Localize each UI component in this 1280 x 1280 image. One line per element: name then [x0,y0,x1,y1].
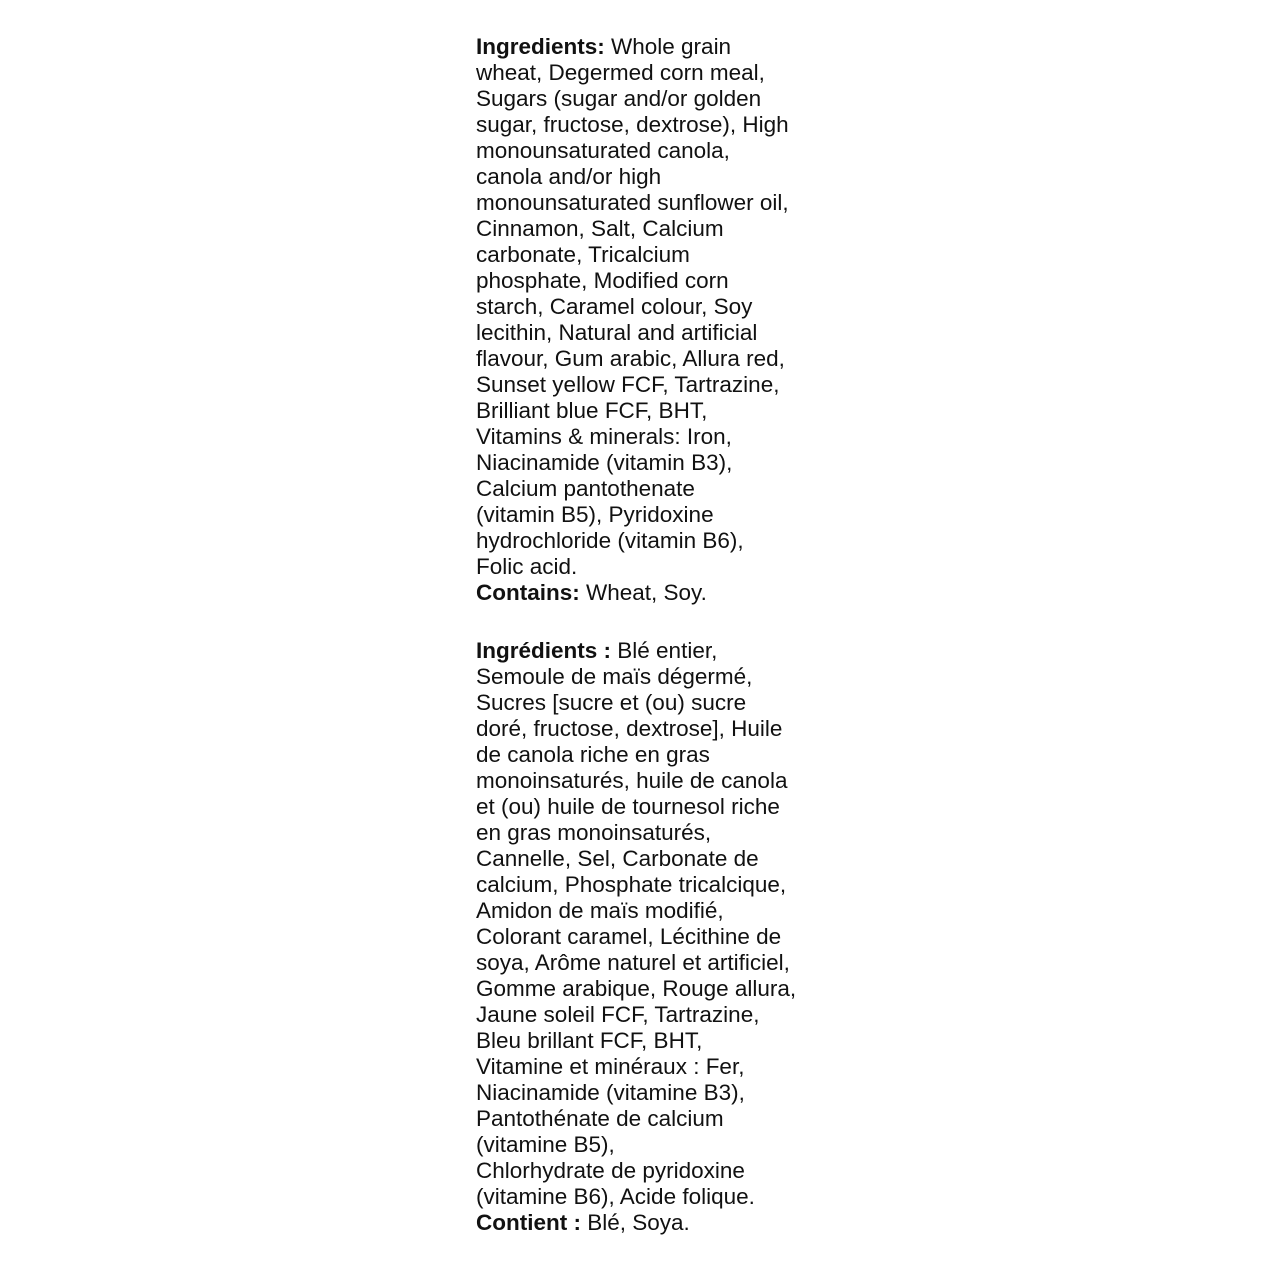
ingredients-line: calcium, Phosphate tricalcique, [476,872,787,897]
ingredients-line: wheat, Degermed corn meal, [476,60,765,85]
ingredients-line: Niacinamide (vitamine B3), [476,1080,745,1105]
ingredients-line: Niacinamide (vitamin B3), [476,450,733,475]
contains-heading: Contient : [476,1210,581,1235]
contains-heading: Contains: [476,580,580,605]
ingredients-line: de canola riche en gras [476,742,710,767]
ingredients-text: Whole grain [604,34,732,59]
contains-text: Wheat, Soy. [579,580,707,605]
ingredients-heading: Ingredients: [476,34,605,59]
ingredients-line [476,34,816,60]
ingredients-line: Calcium pantothenate [476,476,695,501]
ingredients-line: carbonate, Tricalcium [476,242,690,267]
ingredients-line: doré, fructose, dextrose], Huile [476,716,783,741]
ingredients-line: sugar, fructose, dextrose), High [476,112,789,137]
ingredients-label-panel [476,34,816,1236]
english-ingredients-block [476,34,816,606]
ingredients-line: Cannelle, Sel, Carbonate de [476,846,759,871]
ingredients-line: phosphate, Modified corn [476,268,729,293]
ingredients-line: monounsaturated sunflower oil, [476,190,789,215]
ingredients-line: canola and/or high [476,164,662,189]
ingredients-line: Bleu brillant FCF, BHT, [476,1028,703,1053]
ingredients-line: hydrochloride (vitamin B6), [476,528,744,553]
ingredients-text: Blé entier, [611,638,718,663]
ingredients-heading: Ingrédients : [476,638,612,663]
ingredients-line: Amidon de maïs modifié, [476,898,724,923]
contains-text: Blé, Soya. [580,1210,690,1235]
ingredients-line: starch, Caramel colour, Soy [476,294,753,319]
ingredients-line: Semoule de maïs dégermé, [476,664,753,689]
ingredients-line: et (ou) huile de tournesol riche [476,794,780,819]
ingredients-line: Cinnamon, Salt, Calcium [476,216,724,241]
ingredients-line: soya, Arôme naturel et artificiel, [476,950,790,975]
ingredients-line: Chlorhydrate de pyridoxine [476,1158,745,1183]
contains-line [476,580,816,606]
contains-line [476,1210,816,1236]
ingredients-line: Sucres [sucre et (ou) sucre [476,690,747,715]
ingredients-line: Vitamins & minerals: Iron, [476,424,732,449]
ingredients-line: (vitamine B6), Acide folique. [476,1184,755,1209]
ingredients-line: Brilliant blue FCF, BHT, [476,398,708,423]
ingredients-line: flavour, Gum arabic, Allura red, [476,346,785,371]
ingredients-line: Colorant caramel, Lécithine de [476,924,782,949]
ingredients-line: Vitamine et minéraux : Fer, [476,1054,745,1079]
ingredients-line: Sugars (sugar and/or golden [476,86,762,111]
ingredients-line: (vitamin B5), Pyridoxine [476,502,714,527]
ingredients-line: Jaune soleil FCF, Tartrazine, [476,1002,760,1027]
ingredients-line [476,638,816,664]
ingredients-line: monounsaturated canola, [476,138,730,163]
ingredients-line: Pantothénate de calcium [476,1106,724,1131]
ingredients-line: Folic acid. [476,554,578,579]
ingredients-line: Sunset yellow FCF, Tartrazine, [476,372,780,397]
ingredients-line: lecithin, Natural and artificial [476,320,758,345]
ingredients-line: (vitamine B5), [476,1132,615,1157]
ingredients-line: monoinsaturés, huile de canola [476,768,788,793]
ingredients-line: Gomme arabique, Rouge allura, [476,976,797,1001]
french-ingredients-block [476,638,816,1236]
ingredients-line: en gras monoinsaturés, [476,820,712,845]
